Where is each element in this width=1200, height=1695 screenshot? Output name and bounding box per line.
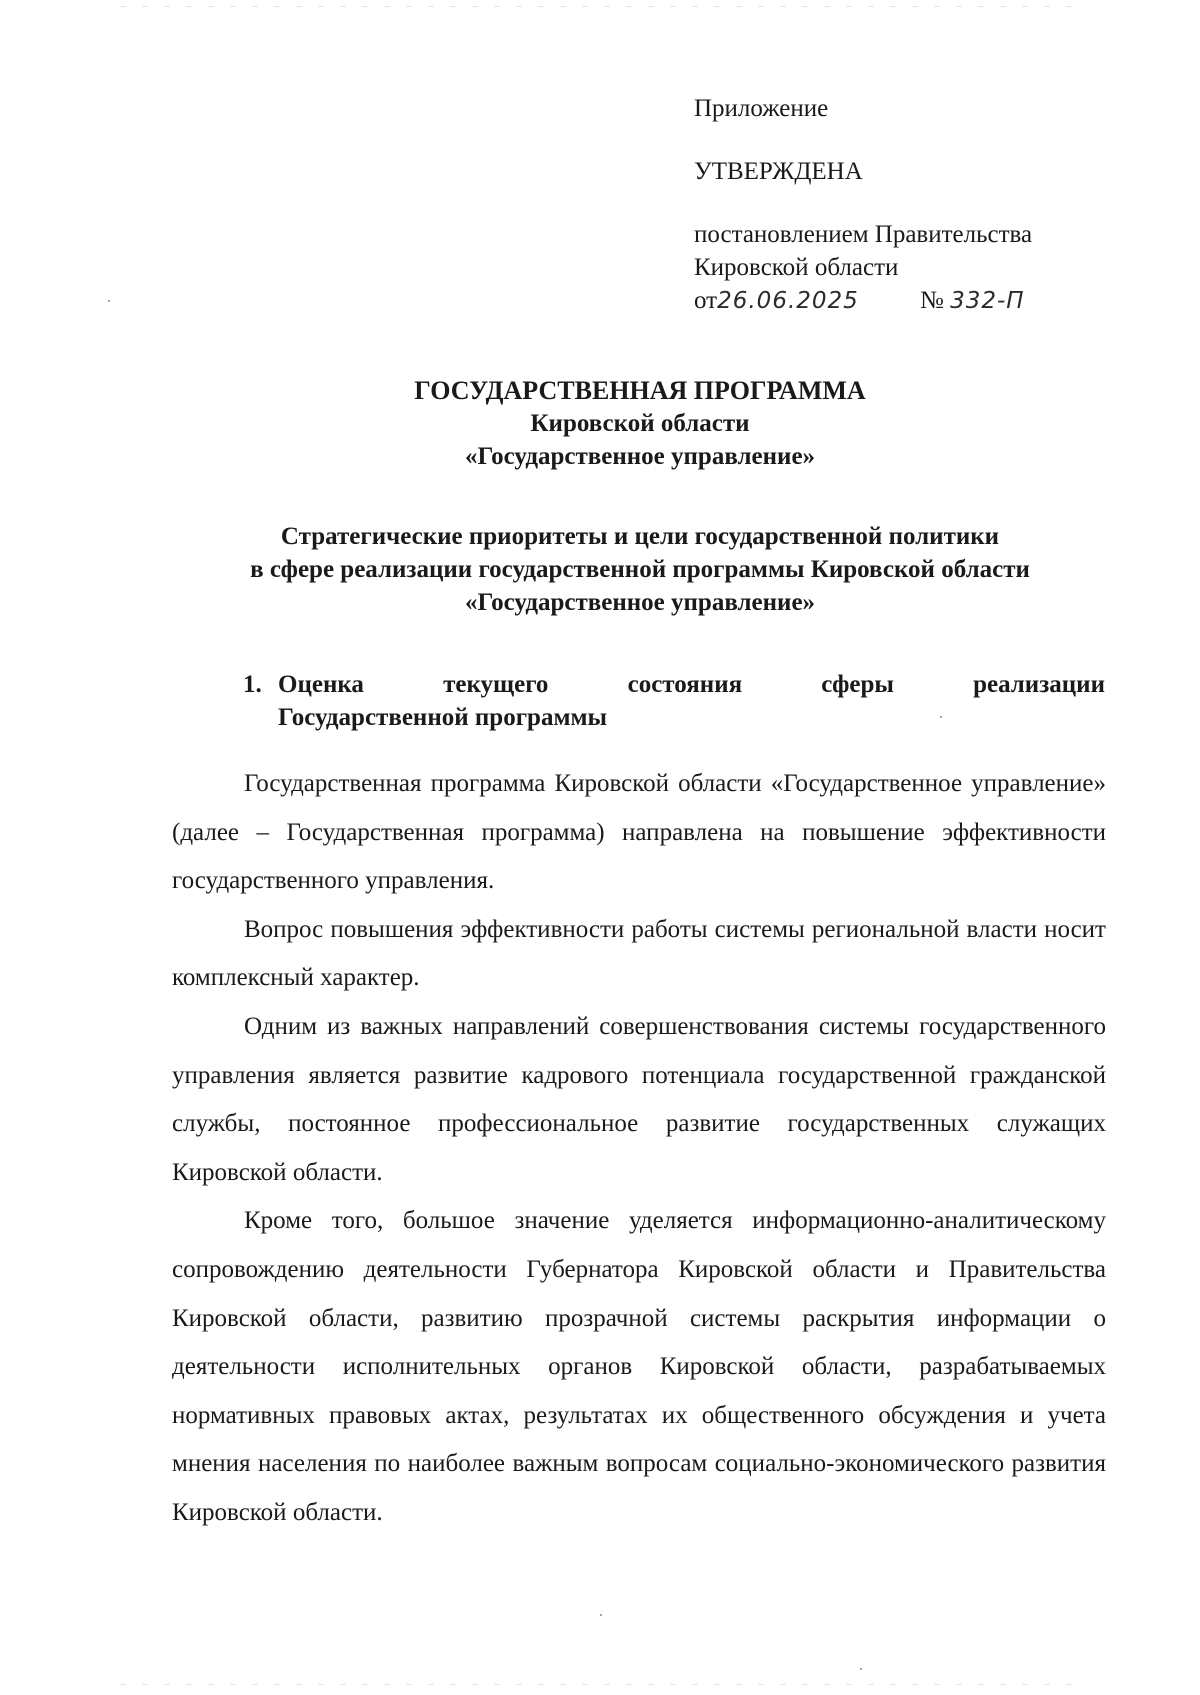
- program-title-line-3: «Государственное управление»: [464, 443, 816, 470]
- appendix-label: Приложение: [694, 95, 829, 122]
- scan-artifact-bottom: [120, 1684, 1080, 1685]
- program-title-line-2: Кировской области: [530, 410, 750, 437]
- strategic-priorities-heading: [150, 520, 1130, 619]
- decree-number-group: [920, 284, 1025, 318]
- paragraph: Государственная программа Кировской области «Государственное управление» (далее – Государственная программа) направлена на повышение эффективности государственного управления.: [172, 770, 1106, 895]
- section-heading-line-2: Государственной программы: [278, 704, 608, 731]
- scan-speck: [108, 300, 110, 302]
- program-title: [150, 374, 1130, 473]
- section-heading-word: реализации: [973, 671, 1105, 698]
- decree-line-1: постановлением Правительства: [694, 221, 1033, 248]
- decree-number: 332-П: [950, 288, 1025, 314]
- scan-speck: [940, 716, 942, 718]
- scan-speck: [860, 1668, 862, 1670]
- subtitle-line-2: в сфере реализации государственной программы Кировской области: [250, 556, 1030, 583]
- subtitle-line-1: Стратегические приоритеты и цели государственной политики: [280, 523, 1000, 550]
- section-number: 1.: [243, 671, 262, 698]
- paragraph: Вопрос повышения эффективности работы системы региональной власти носит комплексный характер.: [172, 915, 1106, 992]
- approved-label: УТВЕРЖДЕНА: [694, 158, 863, 185]
- approval-block: [694, 92, 1164, 317]
- number-prefix: №: [920, 287, 944, 314]
- section-1-body: [172, 760, 1106, 1538]
- section-heading-line-1: [278, 668, 1105, 701]
- program-title-line-1: ГОСУДАРСТВЕННАЯ ПРОГРАММА: [414, 376, 866, 405]
- paragraph: Кроме того, большое значение уделяется информационно-аналитическому сопровождению деятельности Губернатора Кировской области и Правительства Кировской области, развитию прозрачной системы раскрытия информации о деятельности исполнительных органов Кировской области, разрабатываемых нормативных правовых актах, результатах их общественного обсуждения и учета мнения населения по наиболее важным вопросам социально-экономического развития Кировской области.: [172, 1207, 1106, 1526]
- decree-date-number: [694, 284, 1164, 317]
- scan-artifact-top: [120, 6, 1080, 7]
- section-heading-word: сферы: [821, 671, 894, 698]
- date-prefix: от: [694, 287, 718, 314]
- decree-line-2: Кировской области: [694, 254, 899, 281]
- subtitle-line-3: «Государственное управление»: [464, 589, 816, 616]
- section-heading-word: Оценка: [278, 671, 364, 698]
- decree-date: 26.06.2025: [717, 288, 859, 314]
- section-heading-word: текущего: [443, 671, 549, 698]
- section-heading-word: состояния: [627, 671, 743, 698]
- paragraph: Одним из важных направлений совершенствования системы государственного управления является развитие кадрового потенциала государственной гражданской службы, постоянное профессиональное развитие государственных служащих Кировской области.: [172, 1012, 1106, 1186]
- scan-speck: [600, 1614, 602, 1616]
